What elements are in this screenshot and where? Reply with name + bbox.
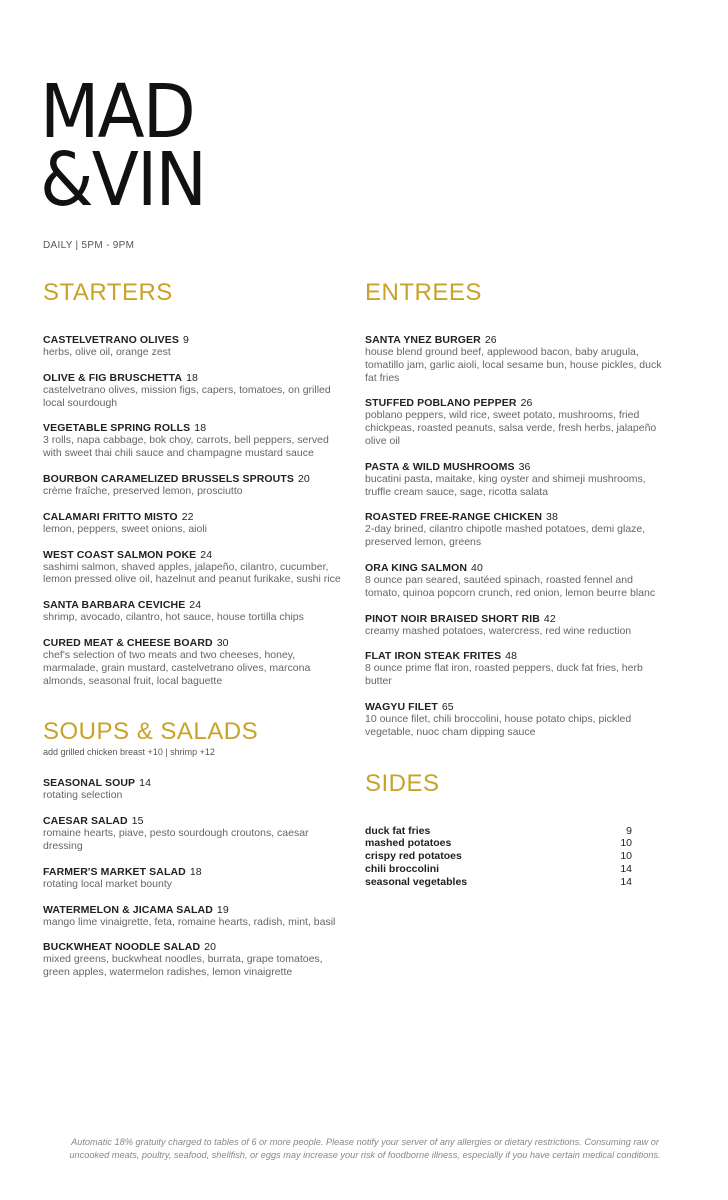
- menu-item-title: WAGYU FILET: [365, 700, 438, 713]
- menu-item-title: BOURBON CARAMELIZED BRUSSELS SPROUTS: [43, 472, 294, 485]
- menu-item-title: CURED MEAT & CHEESE BOARD: [43, 636, 213, 649]
- menu-item-title: ROASTED FREE-RANGE CHICKEN: [365, 511, 543, 524]
- menu-item-title: FARMER'S MARKET SALAD: [43, 865, 186, 878]
- menu-item-title: OLIVE & FIG BRUSCHETTA: [43, 371, 183, 384]
- starters-section: [43, 279, 343, 687]
- menu-item-price: 18: [189, 865, 202, 878]
- logo-line-1: MAD: [40, 69, 194, 155]
- menu-item-description: bucatini pasta, maitake, king oyster and shimeji mushrooms, truffle cream sauce, sage, ricotta salata: [365, 472, 646, 498]
- menu-item: [365, 461, 665, 499]
- menu-item-name: [43, 637, 343, 649]
- menu-item-title: SANTA YNEZ BURGER: [365, 334, 481, 346]
- menu-item-title: FLAT IRON STEAK FRITES: [365, 650, 502, 663]
- menu-item-name: [365, 701, 665, 713]
- starters-list: [43, 334, 343, 687]
- menu-item: [43, 372, 343, 410]
- menu-item-name: [365, 397, 665, 409]
- sides-list: [365, 825, 632, 889]
- soups-salads-list: [43, 777, 343, 979]
- menu-item-description: castelvetrano olives, mission figs, capers, tomatoes, on grilled local sourdough: [43, 383, 331, 409]
- entrees-list: [365, 334, 665, 739]
- menu-item-name: [43, 473, 343, 485]
- menu-item-name: [365, 650, 665, 662]
- side-item-name: crispy red potatoes: [365, 850, 462, 863]
- menu-item-description: 10 ounce filet, chili broccolini, house potato chips, pickled vegetable, nuoc cham dipping sauce: [365, 712, 632, 738]
- menu-item: [365, 334, 665, 384]
- menu-item-price: 24: [200, 548, 213, 561]
- menu-item: [43, 549, 343, 587]
- side-item-name: mashed potatoes: [365, 837, 452, 850]
- menu-item: [365, 562, 665, 600]
- menu-item-name: [43, 422, 343, 434]
- soups-salads-section: [43, 718, 343, 979]
- menu-item-name: [43, 904, 343, 916]
- menu-item-description: house blend ground beef, applewood bacon, baby arugula, tomatillo jam, garlic aioli, local sesame bun, house pickles, duck fat fries: [365, 346, 662, 384]
- menu-item-name: [43, 334, 343, 346]
- menu-item: [43, 473, 343, 498]
- menu-item-title: CAESAR SALAD: [43, 815, 128, 828]
- menu-item-title: SEASONAL SOUP: [43, 777, 136, 790]
- menu-item: [43, 334, 343, 359]
- menu-item-title: PINOT NOIR BRAISED SHORT RIB: [365, 612, 540, 625]
- side-item-name: duck fat fries: [365, 824, 431, 837]
- menu-item: [365, 613, 665, 638]
- menu-item-price: 19: [216, 903, 229, 916]
- menu-item-description: 8 ounce pan seared, sautéed spinach, roasted fennel and tomato, quinoa popcorn crunch, red onion, lemon beurre blanc: [365, 573, 656, 599]
- menu-item-title: CALAMARI FRITTO MISTO: [43, 510, 178, 523]
- side-item-price: 10: [620, 850, 632, 863]
- side-item: [365, 863, 632, 876]
- disclaimer-text: Automatic 18% gratuity charged to tables of 6 or more people. Please notify your server of any allergies or dietary restrictions. Consuming raw or uncooked meats, poultry, seafood, shellfish, or eggs may increase your risk of foodborne illness, especially if you have certain medical conditions.: [69, 1137, 661, 1160]
- left-column: [43, 279, 343, 992]
- menu-item: [365, 511, 665, 549]
- menu-item-price: 42: [543, 612, 556, 625]
- side-item-price: 10: [620, 837, 632, 850]
- side-item: [365, 876, 632, 889]
- side-item-price: 14: [620, 875, 632, 888]
- menu-item-price: 36: [518, 460, 531, 473]
- side-item: [365, 825, 632, 838]
- right-column: [365, 279, 665, 889]
- menu-item: [43, 866, 343, 891]
- menu-item-name: [365, 562, 665, 574]
- menu-item-name: [43, 866, 343, 878]
- menu-item-name: [43, 549, 343, 561]
- menu-item-description: chef's selection of two meats and two cheeses, honey, marmalade, grain mustard, castelvetrano olives, marcona almonds, seasonal fruit, local baguette: [43, 648, 311, 687]
- menu-item-title: WEST COAST SALMON POKE: [43, 548, 197, 561]
- menu-item-name: [365, 334, 665, 346]
- side-item-name: chili broccolini: [365, 862, 440, 875]
- menu-item: [43, 815, 343, 853]
- menu-item-price: 30: [216, 636, 229, 649]
- menu-item-description: herbs, olive oil, orange zest: [43, 346, 171, 358]
- menu-item-description: 8 ounce prime flat iron, roasted peppers, duck fat fries, herb butter: [365, 662, 643, 688]
- menu-item-price: 20: [297, 472, 310, 485]
- menu-item-name: [43, 941, 343, 953]
- opening-hours: DAILY | 5PM - 9PM: [43, 240, 135, 251]
- menu-item: [365, 701, 665, 739]
- menu-item-description: creamy mashed potatoes, watercress, red wine reduction: [365, 624, 632, 637]
- menu-item-price: 18: [194, 422, 207, 435]
- menu-item-title: SANTA BARBARA CEVICHE: [43, 599, 186, 612]
- menu-item: [43, 511, 343, 536]
- starters-title: STARTERS: [43, 279, 173, 306]
- menu-item-price: 22: [181, 510, 194, 523]
- menu-item-price: 9: [182, 334, 189, 346]
- side-item-name: seasonal vegetables: [365, 875, 468, 888]
- menu-item-description: crème fraîche, preserved lemon, prosciutto: [43, 484, 243, 497]
- sides-title: SIDES: [365, 769, 440, 797]
- menu-item-description: 2-day brined, cilantro chipotle mashed potatoes, demi glaze, preserved lemon, greens: [365, 523, 646, 549]
- menu-item-title: ORA KING SALMON: [365, 561, 468, 574]
- menu-item-description: lemon, peppers, sweet onions, aioli: [43, 522, 208, 535]
- side-item-price: 9: [626, 824, 632, 837]
- menu-item: [43, 904, 343, 929]
- menu-item-title: WATERMELON & JICAMA SALAD: [43, 903, 213, 916]
- menu-item-price: 26: [520, 397, 533, 410]
- menu-item-name: [43, 777, 343, 789]
- soups-salads-note: add grilled chicken breast +10 | shrimp +12: [43, 747, 215, 758]
- menu-item: [365, 650, 665, 688]
- menu-item-name: [43, 511, 343, 523]
- menu-item-description: shrimp, avocado, cilantro, hot sauce, house tortilla chips: [43, 611, 304, 624]
- menu-item-price: 40: [471, 561, 483, 574]
- menu-item-description: sashimi salmon, shaved apples, jalapeño, cilantro, cucumber, lemon pressed olive oil, hazelnut and peanut furikake, sushi rice: [43, 560, 341, 586]
- soups-salads-title: SOUPS & SALADS: [43, 718, 259, 746]
- menu-item-title: VEGETABLE SPRING ROLLS: [43, 422, 191, 435]
- menu-item-price: 26: [484, 334, 497, 346]
- menu-item-price: 18: [186, 371, 198, 384]
- menu-item-description: romaine hearts, piave, pesto sourdough croutons, caesar dressing: [43, 827, 309, 852]
- menu-item-price: 20: [204, 941, 217, 954]
- menu-item-price: 15: [131, 815, 144, 828]
- menu-item-title: STUFFED POBLANO PEPPER: [365, 397, 517, 410]
- menu-item-name: [43, 372, 343, 384]
- menu-item-description: rotating local market bounty: [43, 877, 172, 890]
- menu-item-description: mixed greens, buckwheat noodles, burrata, grape tomatoes, green apples, watermelon radishes, lemon vinaigrette: [43, 953, 323, 979]
- entrees-title: ENTREES: [365, 279, 482, 306]
- menu-item-name: [43, 599, 343, 611]
- menu-item-name: [43, 815, 343, 827]
- menu-item-name: [365, 461, 665, 473]
- menu-item-price: 38: [546, 511, 558, 524]
- menu-item-title: CASTELVETRANO OLIVES: [43, 334, 179, 346]
- logo-line-2: &VIN: [40, 137, 206, 223]
- menu-item: [43, 637, 343, 687]
- menu-item-description: poblano peppers, wild rice, sweet potato, mushrooms, fried chickpeas, roasted peanuts, salsa verde, fresh herbs, jalapeño olive oil: [365, 409, 657, 447]
- menu-item-name: [365, 613, 665, 625]
- menu-item-description: 3 rolls, napa cabbage, bok choy, carrots, bell peppers, served with sweet thai chili sauce and champagne mustard sauce: [43, 434, 329, 460]
- menu-item: [43, 777, 343, 802]
- sides-section: [365, 770, 665, 889]
- entrees-section: [365, 279, 665, 739]
- restaurant-logo: [40, 69, 240, 223]
- menu-item-name: [365, 511, 665, 523]
- side-item: [365, 850, 632, 863]
- menu-item: [43, 422, 343, 460]
- menu-item-price: 24: [189, 599, 202, 612]
- side-item: [365, 837, 632, 850]
- side-item-price: 14: [620, 862, 632, 875]
- menu-item-title: BUCKWHEAT NOODLE SALAD: [43, 941, 201, 954]
- menu-item-price: 48: [505, 650, 518, 663]
- menu-item-price: 65: [441, 700, 454, 713]
- menu-item-price: 14: [139, 777, 152, 790]
- menu-item-description: rotating selection: [43, 789, 123, 802]
- menu-item: [43, 599, 343, 624]
- menu-item: [43, 941, 343, 979]
- menu-item-title: PASTA & WILD MUSHROOMS: [365, 460, 515, 473]
- menu-item: [365, 397, 665, 447]
- menu-item-description: mango lime vinaigrette, feta, romaine hearts, radish, mint, basil: [43, 915, 336, 928]
